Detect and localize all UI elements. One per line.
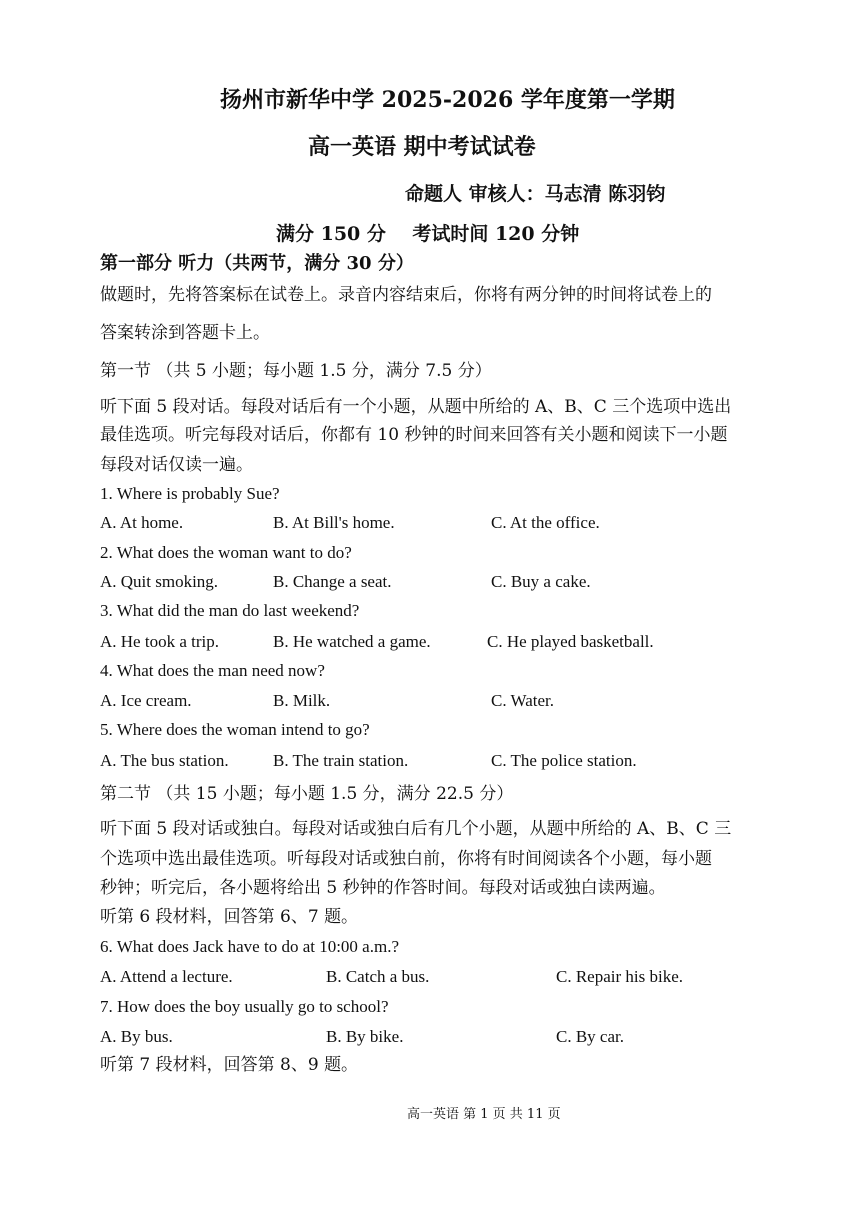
section1-heading: 第一节 （共 5 小题；每小题 1.5 分，满分 7.5 分） [100,361,492,381]
question-3: 3. What did the man do last weekend? [100,601,360,620]
q2-option-b: B. Change a seat. [273,572,392,591]
q2-option-a: A. Quit smoking. [100,572,219,591]
q5-option-b: B. The train station. [273,751,409,770]
section1-instr-line2: 最佳选项。听完每段对话后，你都有 10 秒钟的时间来回答有关小题和阅读下一小题 [100,425,728,445]
q6-option-b: B. Catch a bus. [326,967,430,986]
part1-intro-line1: 做题时，先将答案标在试卷上。录音内容结束后，你将有两分钟的时间将试卷上的 [100,285,712,305]
q6-option-c: C. Repair his bike. [556,967,684,986]
q2-option-c: C. Buy a cake. [491,572,591,591]
q3-option-a: A. He took a trip. [100,632,219,651]
score-time-line: 满分 150 分 考试时间 120 分钟 [276,223,580,245]
section2-instr-line2: 个选项中选出最佳选项。听每段对话或独白前，你将有时间阅读各个小题，每小题 [100,849,712,869]
question-6: 6. What does Jack have to do at 10:00 a.m.? [100,937,399,956]
question-1: 1. Where is probably Sue? [100,484,280,503]
page-footer: 高一英语 第 1 页 共 11 页 [407,1107,561,1122]
section2-instr-line3: 秒钟；听完后，各小题将给出 5 秒钟的作答时间。每段对话或独白读两遍。 [100,878,666,898]
question-4: 4. What does the man need now? [100,661,325,680]
q7-option-c: C. By car. [556,1027,624,1046]
q3-option-c: C. He played basketball. [487,632,654,651]
q4-option-a: A. Ice cream. [100,691,192,710]
q4-option-c: C. Water. [491,691,555,710]
question-7: 7. How does the boy usually go to school? [100,997,389,1016]
q1-option-a: A. At home. [100,513,184,532]
section2-instr-line1: 听下面 5 段对话或独白。每段对话或独白后有几个小题，从题中所给的 A、B、C 三 [100,819,732,839]
part1-heading: 第一部分 听力（共两节，满分 30 分） [100,253,414,274]
section2-heading: 第二节 （共 15 小题；每小题 1.5 分，满分 22.5 分） [100,784,514,804]
q4-option-b: B. Milk. [273,691,331,710]
question-5: 5. Where does the woman intend to go? [100,720,370,739]
q7-option-a: A. By bus. [100,1027,173,1046]
exam-title: 高一英语 期中考试试卷 [308,134,536,160]
material-6-label: 听第 6 段材料，回答第 6、7 题。 [100,907,359,927]
section1-instr-line3: 每段对话仅读一遍。 [100,455,253,475]
q1-option-b: B. At Bill's home. [273,513,395,532]
q5-option-c: C. The police station. [491,751,637,770]
q6-option-a: A. Attend a lecture. [100,967,233,986]
question-2: 2. What does the woman want to do? [100,543,352,562]
school-title: 扬州市新华中学 2025-2026 学年度第一学期 [220,87,675,113]
part1-intro-line2: 答案转涂到答题卡上。 [100,323,270,343]
section1-instr-line1: 听下面 5 段对话。每段对话后有一个小题，从题中所给的 A、B、C 三个选项中选出 [100,397,732,417]
q1-option-c: C. At the office. [491,513,600,532]
material-7-label: 听第 7 段材料，回答第 8、9 题。 [100,1055,359,1075]
authors-line: 命题人 审核人：马志清 陈羽钧 [405,183,666,205]
q7-option-b: B. By bike. [326,1027,404,1046]
q5-option-a: A. The bus station. [100,751,229,770]
q3-option-b: B. He watched a game. [273,632,431,651]
